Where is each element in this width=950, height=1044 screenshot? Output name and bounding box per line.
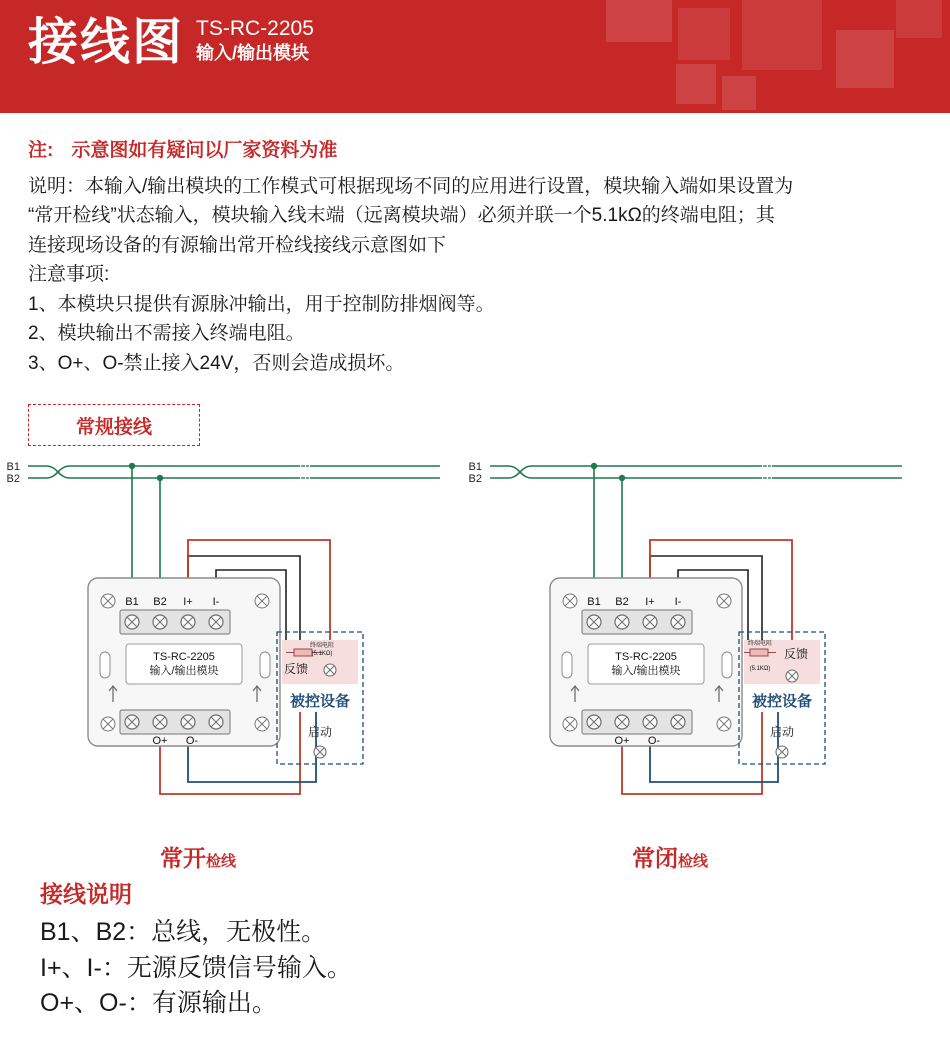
bus-lines-right (490, 466, 902, 478)
module-nameplate-right (588, 644, 704, 684)
module-slot-left-left (100, 652, 110, 678)
module-slot-left-right (562, 652, 572, 678)
controlled-device-right (739, 632, 825, 764)
bus-junction-b1-right (591, 463, 597, 469)
terminal-resistor-left (294, 649, 312, 656)
header-decor-square-6 (896, 0, 942, 38)
svg-text:I-: I- (212, 596, 220, 608)
device-title-left: 被控设备 (289, 693, 351, 710)
bus-label-b2-right: B2 (468, 473, 482, 485)
bus-break-right (763, 466, 771, 478)
section-tag-label: 常规接线 (75, 416, 152, 438)
legend-line-3: O+、O-：有源输出。 (40, 989, 277, 1017)
caption-right (632, 840, 708, 873)
caption-right-main: 常闭 (632, 845, 678, 871)
note-text: 示意图如有疑问以厂家资料为准 (71, 140, 338, 161)
svg-text:I+: I+ (645, 596, 655, 608)
header-decor-square-5 (836, 30, 894, 88)
description-line-4: 注意事项: (28, 264, 110, 286)
module-slot-right-right (722, 652, 732, 678)
module-model-right: TS-RC-2205 (615, 651, 677, 663)
svg-text:B2: B2 (615, 596, 629, 608)
bus-label-b2-left: B2 (6, 473, 20, 485)
module-type-left: 输入/输出模块 (149, 665, 219, 677)
caption-right-sub: 检线 (678, 853, 709, 870)
device-start-label-left: 启动 (307, 725, 333, 739)
module-slot-right-left (260, 652, 270, 678)
header-decor-square-3 (676, 64, 716, 104)
module-type-right: 输入/输出模块 (611, 665, 681, 677)
description-line-3: 连接现场设备的有源输出常开检线接线示意图如下 (28, 234, 447, 256)
legend-line-2: I+、I-：无源反馈信号输入。 (40, 953, 352, 982)
svg-text:O-: O- (647, 735, 661, 747)
diagram-left (7, 461, 440, 794)
caption-left-sub: 检线 (206, 853, 237, 870)
svg-text:O+: O+ (614, 735, 630, 747)
caption-left-main: 常开 (160, 845, 206, 871)
module-type: 输入/输出模块 (196, 43, 310, 64)
note-label: 注: (28, 140, 54, 161)
header-decor-square-1 (606, 0, 672, 42)
note-row (28, 135, 950, 162)
svg-text:I-: I- (674, 596, 682, 608)
header-content (28, 13, 314, 70)
header-decor-square-4 (742, 0, 822, 70)
header-subtitle (196, 16, 314, 67)
wiring-diagram (0, 444, 950, 884)
legend-line-1: B1、B2：总线，无极性。 (40, 918, 327, 946)
svg-text:B1: B1 (125, 596, 139, 608)
bus-label-b1-right: B1 (468, 461, 482, 473)
resistor-label-line1-left: 终端电阻 (309, 643, 335, 649)
svg-text:O-: O- (185, 735, 199, 747)
bus-junction-b2-right (619, 475, 625, 481)
page-header (0, 0, 950, 113)
wiring-legend (40, 876, 640, 1022)
svg-text:B1: B1 (587, 596, 601, 608)
device-feedback-label-left: 反馈 (283, 662, 309, 676)
description-block (28, 172, 922, 378)
module-left (88, 578, 280, 747)
module-right (550, 578, 742, 747)
header-decor-square-7 (722, 76, 756, 110)
bus-junction-b2-left (157, 475, 163, 481)
caption-left (160, 840, 236, 873)
description-line-2: “常开检线”状态输入，模块输入线末端（远离模块端）必须并联一个5.1kΩ的终端电阻；其 (28, 205, 775, 227)
description-line-1: 说明：本输入/输出模块的工作模式可根据现场不同的应用进行设置，模块输入端如果设置为 (28, 176, 794, 197)
bus-label-b1-left: B1 (6, 461, 20, 473)
device-feedback-label-right: 反馈 (783, 647, 809, 661)
resistor-label-line2-right: (5.1KΩ) (749, 666, 771, 672)
svg-text:B2: B2 (153, 596, 167, 608)
bus-break-left (301, 466, 309, 478)
svg-text:I+: I+ (183, 596, 193, 608)
svg-text:O+: O+ (152, 735, 168, 747)
bus-lines-left (28, 466, 440, 478)
module-model-left: TS-RC-2205 (153, 651, 215, 663)
section-tag (28, 404, 200, 446)
description-line-7: 3、O+、O-禁止接入24V，否则会造成损坏。 (28, 352, 405, 374)
diagram-right (469, 461, 902, 794)
description-line-6: 2、模块输出不需接入终端电阻。 (28, 323, 305, 345)
module-nameplate-left (126, 644, 242, 684)
resistor-label-line1-right: 终端电阻 (747, 641, 773, 647)
page-title: 接线图 (28, 13, 184, 70)
model-number: TS-RC-2205 (196, 17, 314, 40)
device-title-right: 被控设备 (751, 693, 813, 710)
description-line-5: 1、本模块只提供有源脉冲输出，用于控制防排烟阀等。 (28, 293, 495, 315)
terminal-resistor-right (750, 649, 768, 656)
header-decor-square-2 (678, 8, 730, 60)
legend-title: 接线说明 (40, 881, 132, 907)
resistor-label-line2-left: (5.1KΩ) (311, 651, 333, 657)
controlled-device-left (277, 632, 363, 764)
device-start-label-right: 启动 (769, 725, 795, 739)
bus-junction-b1-left (129, 463, 135, 469)
